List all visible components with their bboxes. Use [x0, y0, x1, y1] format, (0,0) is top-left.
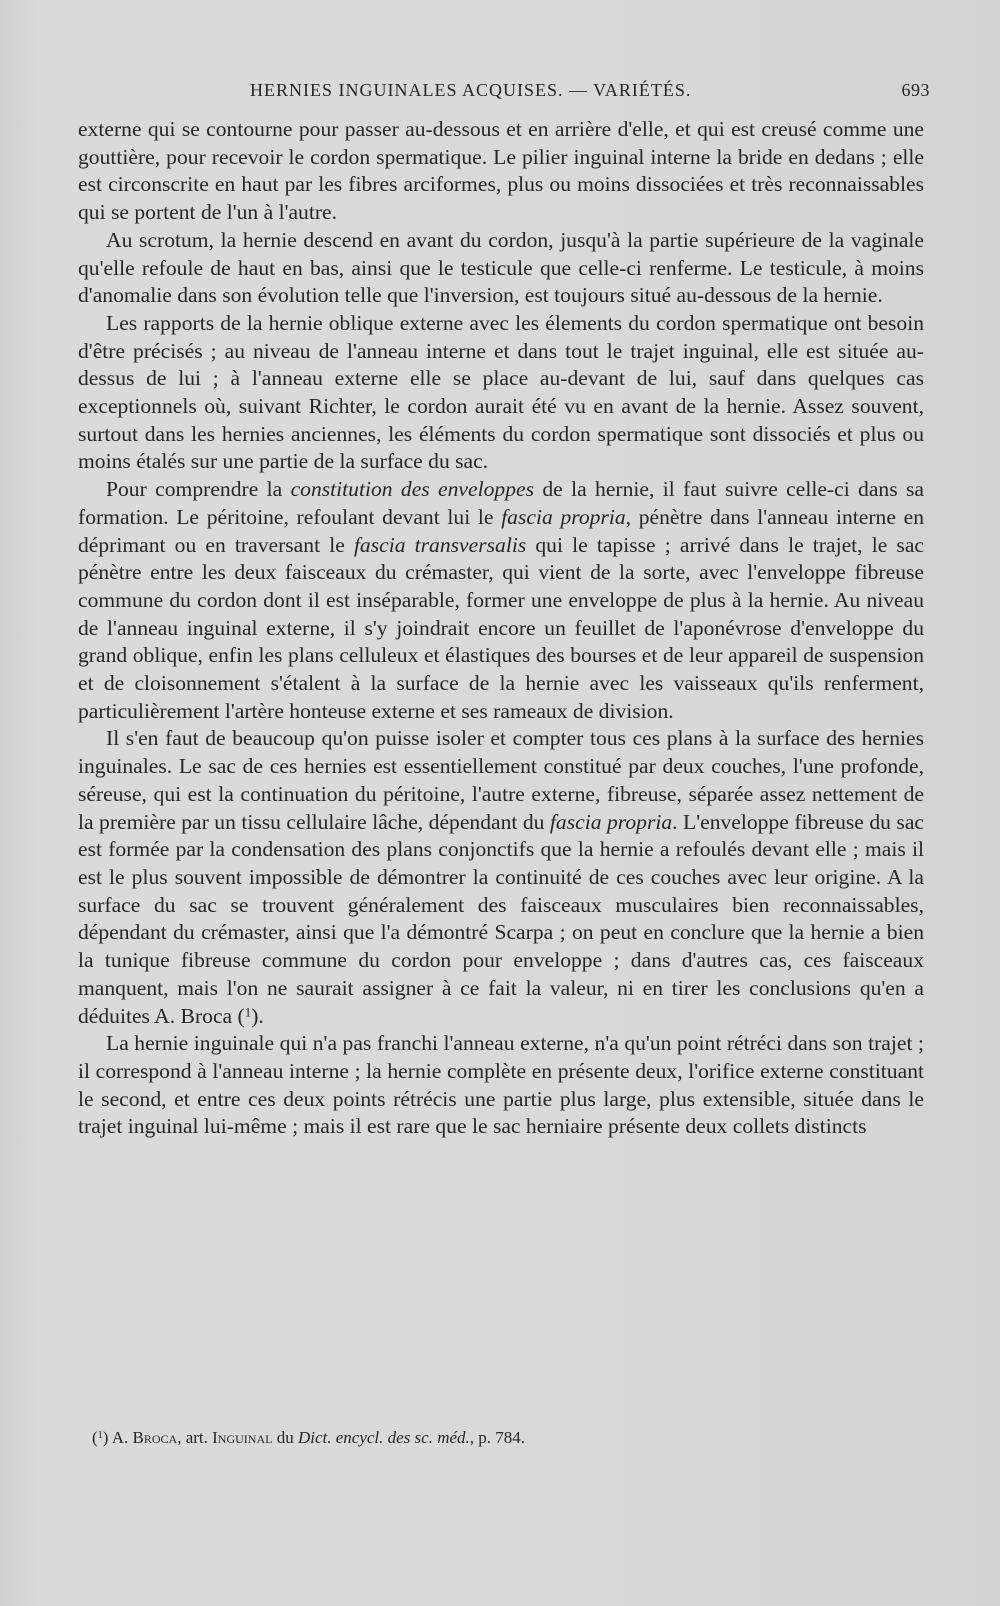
- text-run: Il s'en faut de beaucoup qu'on puisse isoler et compter tous ces plans à la surface des hernies inguinales. Le sac de ces hernies est essentiellement constitué par deux couches, l'une profonde, séreuse, qui est la continuation du péritoine, l'autre externe, fibreuse, séparée assez nettement de la première par un tissu cellulaire lâche, dépendant du: [78, 726, 924, 834]
- text-run: (: [92, 1428, 98, 1447]
- paragraph: [78, 310, 924, 476]
- italic-text: fascia transversalis: [353, 532, 527, 557]
- body-text: [78, 116, 924, 1141]
- text-run: qui le tapisse ; arrivé dans le trajet, le sac pénètre entre les deux faisceaux du crémaster, qui vient de la sorte, avec l'enveloppe fibreuse commune du cordon dont il est inséparable, former une enveloppe de plus à la hernie. Au niveau de l'anneau inguinal externe, il s'y joindrait encore un feuillet de l'aponévrose d'enveloppe du grand oblique, enfin les plans celluleux et élastiques des bourses et de leur appareil de suspension et de cloisonnement s'étalent à la surface de la hernie avec les vaisseaux qu'ils renferment, particulièrement l'artère honteuse externe et ses rameaux de division.: [78, 532, 924, 723]
- text-run: . L'enveloppe fibreuse du sac est formée par la condensation des plans conjonctifs que la hernie a refoulés devant elle ; mais il est le plus souvent impossible de démontrer la continuité de ces couches avec leur origine. A la surface du sac se trouvent généralement des faisceaux musculaires bien reconnaissables, dépendant du crémaster, ainsi que l'a démontré Scarpa ; on peut en conclure que la hernie a bien la tunique fibreuse commune du cordon pour enveloppe ; dans d'autres cas, ces faisceaux manquent, mais l'on ne saurait assigner à ce fait la valeur, ni en tirer les conclusions qu'en a déduites A. Broca (: [78, 809, 924, 1028]
- italic-text: fascia propria: [549, 809, 673, 834]
- text-run: Les rapports de la hernie oblique externe avec les élements du cordon spermatique ont besoin d'être précisés ; au niveau de l'anneau interne et dans tout le trajet inguinal, elle est située au-dessus de lui ; à l'anneau externe elle se place au-devant de lui, sauf dans quelques cas exceptionnels où, suivant Richter, le cordon aurait été vu en avant de la hernie. Assez souvent, surtout dans les hernies anciennes, les éléments du cordon spermatique sont dissociés et plus ou moins étalés sur une partie de la surface du sac.: [78, 310, 924, 474]
- running-title: HERNIES INGUINALES ACQUISES. — VARIÉTÉS.: [250, 80, 692, 100]
- page-number: 693: [901, 80, 930, 100]
- text-run: , pénètre dans l'anneau interne en déprimant ou en traversant le: [78, 504, 924, 557]
- paragraph: [78, 227, 924, 310]
- paragraph: [78, 725, 924, 1030]
- footnote: [92, 1427, 922, 1449]
- italic-text: Dict. encycl. des sc. méd.: [297, 1428, 470, 1447]
- text-run: , art.: [177, 1428, 213, 1447]
- text-run: , p. 784.: [469, 1428, 526, 1447]
- text-run: du: [272, 1428, 298, 1447]
- text-run: de la hernie, il faut suivre celle-ci dans sa formation. Le péritoine, refoulant devant lui le: [78, 477, 924, 529]
- footnote-marker: 1: [97, 1429, 103, 1441]
- footnote-marker: 1: [244, 1004, 252, 1020]
- running-head: [78, 80, 930, 110]
- text-run: La hernie inguinale qui n'a pas franchi l'anneau externe, n'a qu'un point rétréci dans son trajet ; il correspond à l'anneau interne ; la hernie complète en présente deux, l'orifice externe constituant le second, et entre ces deux points rétrécis une partie plus large, plus extensible, située dans le trajet inguinal lui-même ; mais il est rare que le sac herniaire présente deux collets distincts: [78, 1031, 924, 1139]
- italic-text: fascia propria: [501, 504, 626, 529]
- text-run: externe qui se contourne pour passer au-dessous et en arrière d'elle, et qui est creusé comme une gouttière, pour recevoir le cordon spermatique. Le pilier inguinal interne la bride en dedans ; elle est circonscrite en haut par les fibres arciformes, plus ou moins dissociées et très reconnaissables qui se portent de l'un à l'autre.: [78, 117, 924, 225]
- text-run: ) A.: [102, 1428, 133, 1447]
- italic-text: constitution des enveloppes: [290, 477, 534, 502]
- paragraph: [78, 1030, 924, 1141]
- text-run: Au scrotum, la hernie descend en avant du cordon, jusqu'à la partie supérieure de la vaginale qu'elle refoule de haut en bas, ainsi que le testicule que celle-ci renferme. Le testicule, à moins d'anomalie dans son évolution telle que l'inversion, est toujours situé au-dessous de la hernie.: [78, 227, 924, 308]
- smallcaps-text: Broca: [132, 1428, 178, 1447]
- paragraph: [78, 116, 924, 227]
- smallcaps-text: Inguinal: [212, 1428, 273, 1447]
- text-run: ).: [251, 1003, 264, 1028]
- paragraph: [78, 476, 924, 725]
- text-run: Pour comprendre la: [106, 477, 291, 502]
